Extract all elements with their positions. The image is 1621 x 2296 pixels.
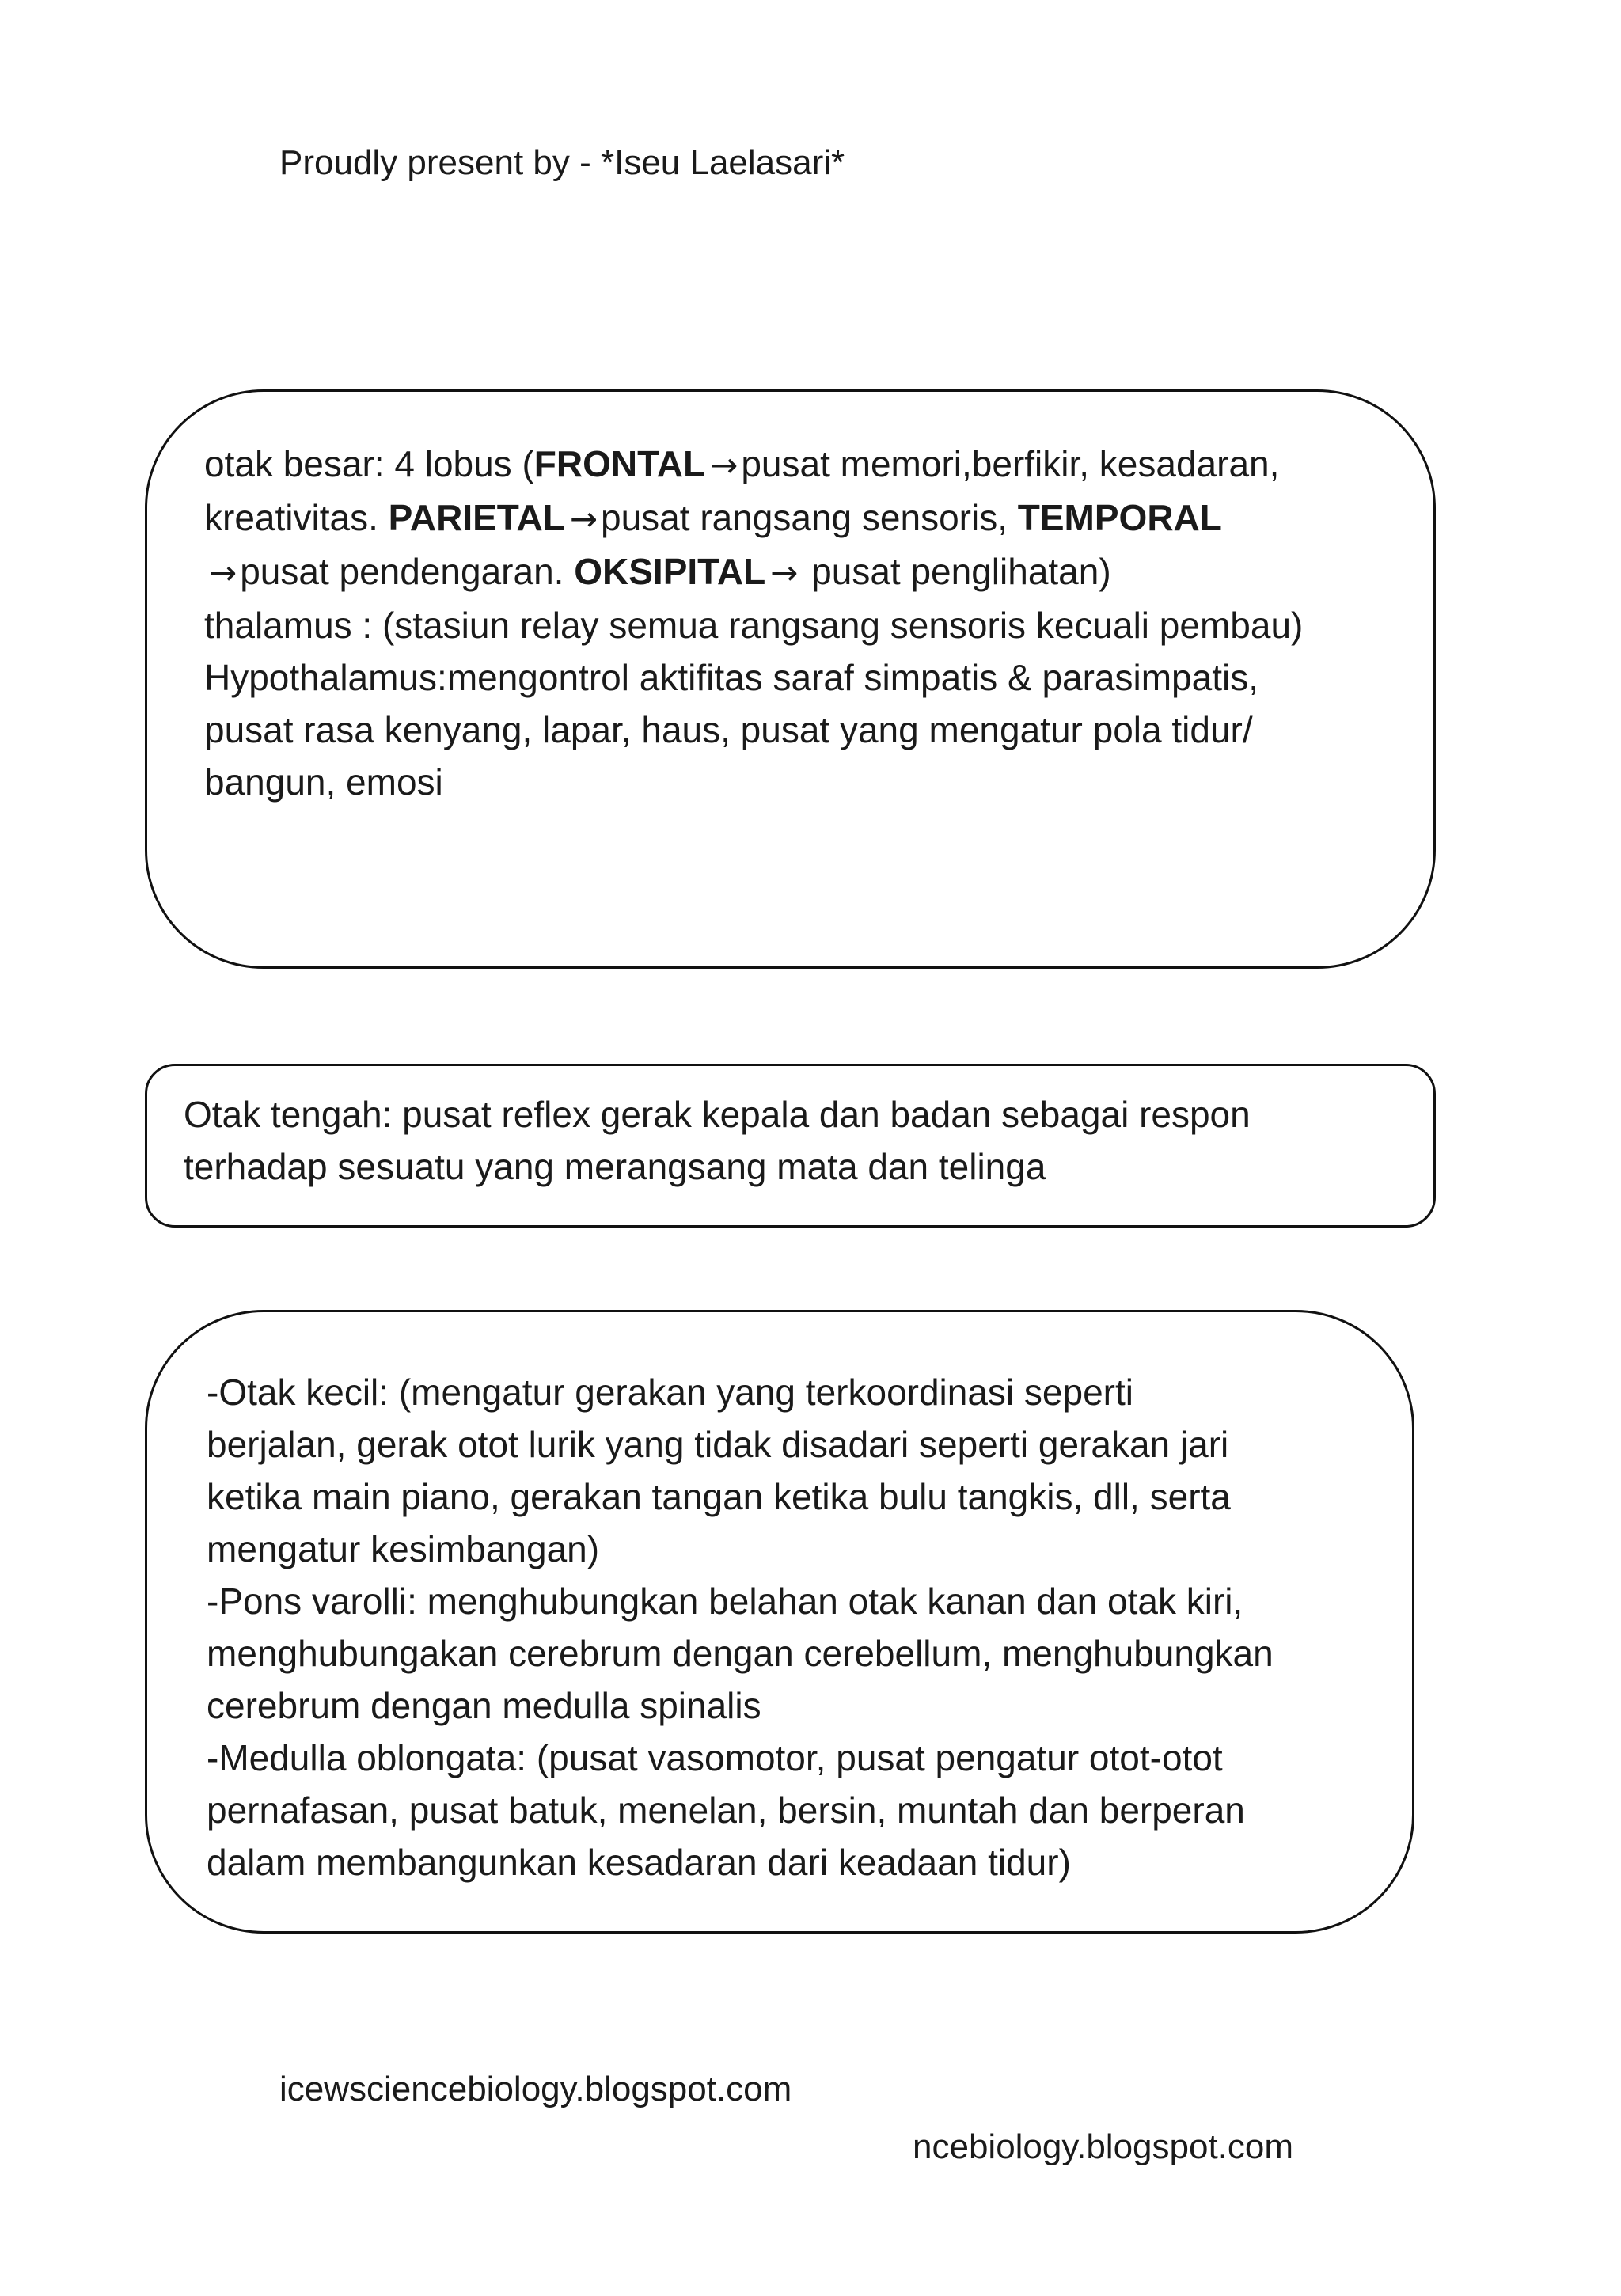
thalamus-line: thalamus : (stasiun relay semua rangsang sensoris kecuali pembau) xyxy=(204,605,1304,646)
blog-url-secondary: ncebiology.blogspot.com xyxy=(913,2127,1294,2166)
midbrain-line-1: Otak tengah: pusat reflex gerak kepala dan badan sebagai respon xyxy=(184,1094,1251,1135)
hindbrain-line: -Otak kecil: (mengatur gerakan yang terkoordinasi seperti xyxy=(207,1372,1134,1413)
hindbrain-line: dalam membangunkan kesadaran dari keadaan tidur) xyxy=(207,1842,1071,1883)
cerebrum-line-1 xyxy=(204,438,1386,491)
arrow-right-icon: → xyxy=(710,446,738,484)
cerebrum-box xyxy=(145,389,1436,969)
arrow-right-icon: → xyxy=(209,553,237,592)
hindbrain-line: berjalan, gerak otot lurik yang tidak disadari seperti gerakan jari xyxy=(207,1424,1229,1465)
temporal-text: pusat pendengaran. xyxy=(240,551,564,592)
parietal-label: PARIETAL xyxy=(388,497,565,538)
hindbrain-line: pernafasan, pusat batuk, menelan, bersin, muntah dan berperan xyxy=(207,1789,1245,1831)
author-credit: Proudly present by - *Iseu Laelasari* xyxy=(279,143,845,182)
temporal-label: TEMPORAL xyxy=(1017,497,1222,538)
hindbrain-line: ketika main piano, gerakan tangan ketika bulu tangkis, dll, serta xyxy=(207,1476,1231,1517)
cerebrum-line-2 xyxy=(204,491,1386,545)
hindbrain-box xyxy=(145,1310,1414,1934)
blog-url-primary: icewsciencebiology.blogspot.com xyxy=(279,2070,792,2108)
hindbrain-line: -Pons varolli: menghubungkan belahan otak kanan dan otak kiri, xyxy=(207,1581,1243,1622)
oksipital-label: OKSIPITAL xyxy=(574,551,766,592)
cerebrum-line-3 xyxy=(204,545,1386,599)
frontal-label: FRONTAL xyxy=(533,443,706,484)
arrow-right-icon: → xyxy=(770,553,799,592)
hindbrain-line: cerebrum dengan medulla spinalis xyxy=(207,1685,761,1726)
hypothalamus-line-2: pusat rasa kenyang, lapar, haus, pusat yang mengatur pola tidur/ xyxy=(204,709,1253,750)
arrow-right-icon: → xyxy=(569,499,598,538)
hindbrain-text xyxy=(207,1366,1365,1888)
frontal-text-cont: kreativitas. xyxy=(204,497,378,538)
frontal-text: pusat memori,berfikir, kesadaran, xyxy=(741,443,1280,484)
hypothalamus-line-3: bangun, emosi xyxy=(204,761,443,803)
hindbrain-line: menghubungakan cerebrum dengan cerebellum, menghubungkan xyxy=(207,1633,1274,1674)
cerebrum-intro: otak besar: 4 lobus ( xyxy=(204,443,534,484)
parietal-text: pusat rangsang sensoris, xyxy=(601,497,1008,538)
cerebrum-text xyxy=(204,438,1386,808)
midbrain-line-2: terhadap sesuatu yang merangsang mata dan telinga xyxy=(184,1146,1046,1187)
hindbrain-line: mengatur kesimbangan) xyxy=(207,1528,600,1569)
oksipital-text: pusat penglihatan) xyxy=(811,551,1111,592)
hypothalamus-line-1: Hypothalamus:mengontrol aktifitas saraf simpatis & parasimpatis, xyxy=(204,657,1259,698)
midbrain-text xyxy=(184,1088,1402,1193)
hindbrain-line: -Medulla oblongata: (pusat vasomotor, pusat pengatur otot-otot xyxy=(207,1737,1223,1778)
midbrain-box xyxy=(145,1064,1436,1228)
